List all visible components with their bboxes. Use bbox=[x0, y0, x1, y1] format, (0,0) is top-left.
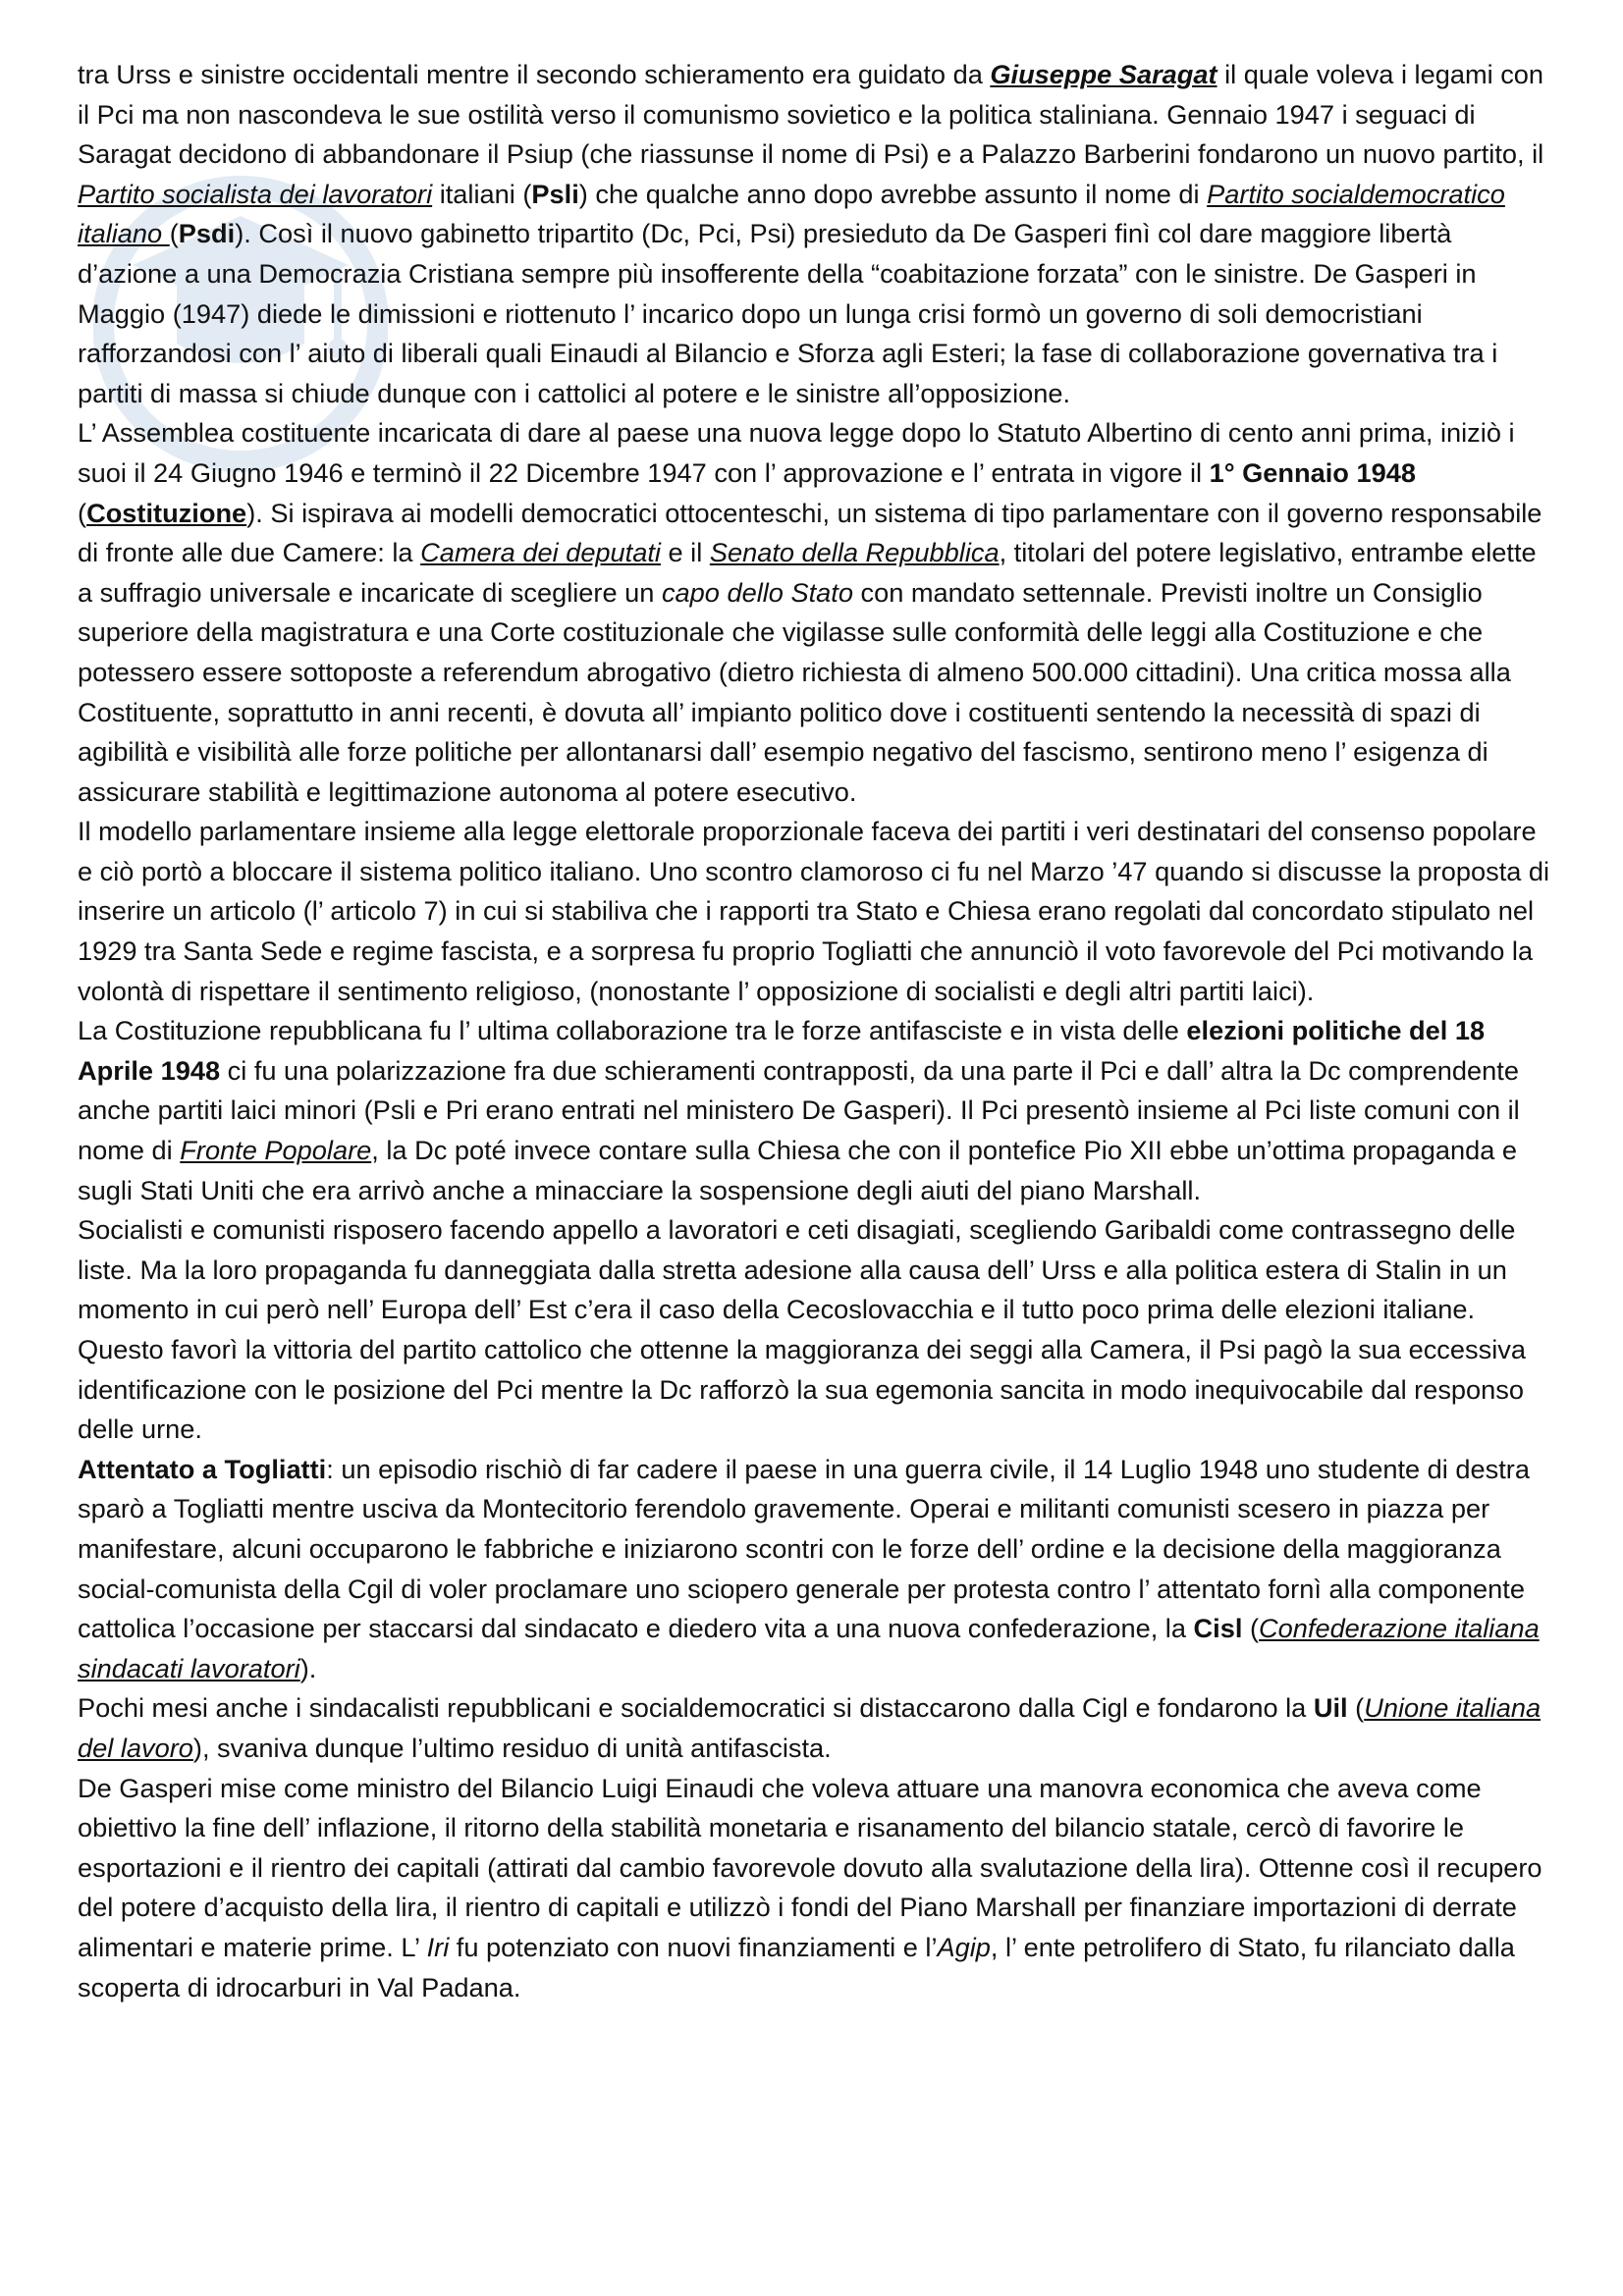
text-run: Confederazione italiana sindacati lavoratori bbox=[78, 1613, 1540, 1683]
text-run: Unione italiana del lavoro bbox=[78, 1692, 1542, 1763]
paragraph bbox=[78, 1450, 1550, 1689]
paragraph bbox=[78, 1688, 1550, 1768]
text-run: L’ Assemblea costituente incaricata di dare al paese una nuova legge dopo lo Statuto Albertino di cento anni prima, iniziò i suoi il 24 Giugno 1946 e terminò il 22 Dicembre 1947 con l’ approvazione e l’ entrata in vigore il bbox=[78, 417, 1515, 488]
text-run: ). Si ispirava ai modelli democratici ottocenteschi, un sistema di tipo parlamentare con il governo responsabile di fronte alle due Camere: la bbox=[78, 497, 1542, 568]
text-run: Partito socialdemocratico italiano bbox=[78, 178, 1505, 249]
text-run: , la Dc poté invece contare sulla Chiesa che con il pontefice Pio XII ebbe un’ottima propaganda e sugli Stati Uniti che era arrivò anche a minacciare la sospensione degli aiuti del piano Marshall. bbox=[78, 1135, 1518, 1205]
paragraph bbox=[78, 1210, 1550, 1450]
text-run: ). Così il nuovo gabinetto tripartito (Dc, Pci, Psi) presieduto da De Gasperi finì col dare maggiore libertà d’azione a una Democrazia Cristiana sempre più insofferente della “coabitazione forzata” con le sinistre. De Gasperi in Maggio (1947) diede le dimissioni e riottenuto l’ incarico dopo un lunga crisi formò un governo di soli democristiani rafforzandosi con l’ aiuto di liberali quali Einaudi al Bilancio e Sforza agli Esteri; la fase di collaborazione governativa tra i partiti di massa si chiude dunque con i cattolici al potere e le sinistre all’opposizione. bbox=[78, 218, 1498, 408]
text-run: ( bbox=[1347, 1692, 1365, 1724]
text-run: Psli bbox=[531, 178, 579, 209]
text-run: Uil bbox=[1313, 1692, 1348, 1724]
text-run: elezioni politiche del 18 Aprile 1948 bbox=[78, 1015, 1486, 1086]
text-run: ci fu una polarizzazione fra due schieramenti contrapposti, da una parte il Pci e dall’ altra la Dc comprendente anche partiti laici minori (Psli e Pri erano entrati nel ministero De Gasperi). Il Pci presentò insieme al Pci liste comuni con il nome di bbox=[78, 1054, 1520, 1166]
text-run: con mandato settennale. Previsti inoltre un Consiglio superiore della magistratura e una Corte costituzionale che vigilasse sulle conformità delle leggi alla Costituzione e che potessero essere sottoposte a referendum abrogativo (dietro richiesta di almeno 500.000 cittadini). Una critica mossa alla Costituente, soprattutto in anni recenti, è dovuta all’ impianto politico dove i costituenti sentendo la necessità di spazi di agibilità e visibilità alle forze politiche per allontanarsi dall’ esempio negativo del fascismo, sentirono meno l’ esigenza di assicurare stabilità e legittimazione autonoma al potere esecutivo. bbox=[78, 576, 1511, 807]
paragraph bbox=[78, 1769, 1550, 2008]
text-run: ) che qualche anno dopo avrebbe assunto il nome di bbox=[578, 178, 1208, 209]
text-run: tra Urss e sinistre occidentali mentre il secondo schieramento era guidato da bbox=[78, 59, 991, 89]
text-run: fu potenziato con nuovi finanziamenti e l’ bbox=[449, 1931, 938, 1962]
text-run: : un episodio rischiò di far cadere il paese in una guerra civile, il 14 Luglio 1948 uno studente di destra sparò a Togliatti mentre usciva da Montecitorio ferendolo gravemente. Operai e militanti comunisti scesero in piazza per manifestare, alcuni occuparono le fabbriche e iniziarono scontri con le forze dell’ ordine e la decisione della maggioranza social-comunista della Cgil di voler proclamare uno sciopero generale per protesta contro l’ attentato fornì alla componente cattolica l’occasione per staccarsi dal sindacato e diedero vita a una nuova confederazione, la bbox=[78, 1453, 1530, 1644]
text-run: ( bbox=[169, 218, 179, 249]
text-run: ), svaniva dunque l’ultimo residuo di unità antifascista. bbox=[192, 1732, 832, 1763]
text-run: ( bbox=[78, 497, 87, 528]
text-run: Iri bbox=[426, 1931, 450, 1962]
text-run: , l’ ente petrolifero di Stato, fu rilanciato dalla scoperta di idrocarburi in Val Padana. bbox=[78, 1931, 1515, 2002]
text-run: De Gasperi mise come ministro del Bilancio Luigi Einaudi che voleva attuare una manovra economica che aveva come obiettivo la fine dell’ inflazione, il ritorno della stabilità monetaria e risanamento del bilancio statale, cercò di favorire le esportazioni e il rientro dei capitali (attirati dal cambio favorevole dovuto alla svalutazione della lira). Ottenne così il recupero del potere d’acquisto della lira, il rientro di capitali e utilizzò i fondi del Piano Marshall per finanziare importazioni di derrate alimentari e materie prime. L’ bbox=[78, 1772, 1542, 1962]
text-run: Il modello parlamentare insieme alla legge elettorale proporzionale faceva dei partiti i veri destinatari del consenso popolare e ciò portò a bloccare il sistema politico italiano. Uno scontro clamoroso ci fu nel Marzo ’47 quando si discusse la proposta di inserire un articolo (l’ articolo 7) in cui si stabiliva che i rapporti tra Stato e Chiesa erano regolati dal concordato stipulato nel 1929 tra Santa Sede e regime fascista, e a sorpresa fu proprio Togliatti che annunciò il voto favorevole del Pci motivando la volontà di rispettare il sentimento religioso, (nonostante l’ opposizione di socialisti e degli altri partiti laici). bbox=[78, 816, 1550, 1006]
paragraph bbox=[78, 55, 1550, 413]
paragraph bbox=[78, 812, 1550, 1011]
text-run: 1° Gennaio 1948 bbox=[1209, 456, 1416, 488]
paragraph bbox=[78, 413, 1550, 812]
text-run: italiani ( bbox=[432, 178, 532, 209]
document-body bbox=[78, 55, 1550, 2007]
text-run: Agip bbox=[937, 1931, 991, 1962]
text-run: Camera dei deputati bbox=[420, 537, 661, 568]
text-run: Partito socialista dei lavoratori bbox=[78, 178, 433, 209]
text-run: La Costituzione repubblicana fu l’ ultima collaborazione tra le forze antifasciste e in vista delle bbox=[78, 1015, 1187, 1046]
text-run: , titolari del potere legislativo, entrambe elette a suffragio universale e incaricate di scegliere un bbox=[78, 537, 1537, 608]
text-run: Giuseppe Saragat bbox=[990, 59, 1217, 89]
text-run: Costituzione bbox=[86, 497, 247, 528]
paragraph bbox=[78, 1011, 1550, 1210]
text-run: Pochi mesi anche i sindacalisti repubblicani e socialdemocratici si distaccarono dalla Cigl e fondarono la bbox=[78, 1692, 1314, 1724]
text-run: Cisl bbox=[1193, 1613, 1243, 1644]
text-run: Senato della Repubblica bbox=[709, 537, 1000, 568]
text-run: il quale voleva i legami con il Pci ma non nascondeva le sue ostilità verso il comunismo sovietico e la politica staliniana. Gennaio 1947 i seguaci di Saragat decidono di abbandonare il Psiup (che riassunse il nome di Psi) e a Palazzo Barberini fondarono un nuovo partito, il bbox=[78, 59, 1544, 170]
text-run: Attentato a Togliatti bbox=[78, 1453, 327, 1484]
text-run: capo dello Stato bbox=[661, 576, 853, 608]
text-run: ). bbox=[299, 1652, 317, 1683]
text-run: Psdi bbox=[178, 218, 236, 249]
text-run: Socialisti e comunisti risposero facendo appello a lavoratori e ceti disagiati, scegliendo Garibaldi come contrassegno delle liste. Ma la loro propaganda fu danneggiata dalla stretta adesione alla causa dell’ Urss e alla politica estera di Stalin in un momento in cui però nell’ Europa dell’ Est c’era il caso della Cecoslovacchia e il tutto poco prima delle elezioni italiane. Questo favorì la vittoria del partito cattolico che ottenne la maggioranza dei seggi alla Camera, il Psi pagò la sua eccessiva identificazione con le posizione del Pci mentre la Dc rafforzò la sua egemonia sancita in modo inequivocabile dal responso delle urne. bbox=[78, 1214, 1526, 1445]
text-run: ( bbox=[1242, 1613, 1260, 1644]
text-run: Fronte Popolare bbox=[180, 1135, 372, 1166]
text-run: e il bbox=[660, 537, 710, 568]
